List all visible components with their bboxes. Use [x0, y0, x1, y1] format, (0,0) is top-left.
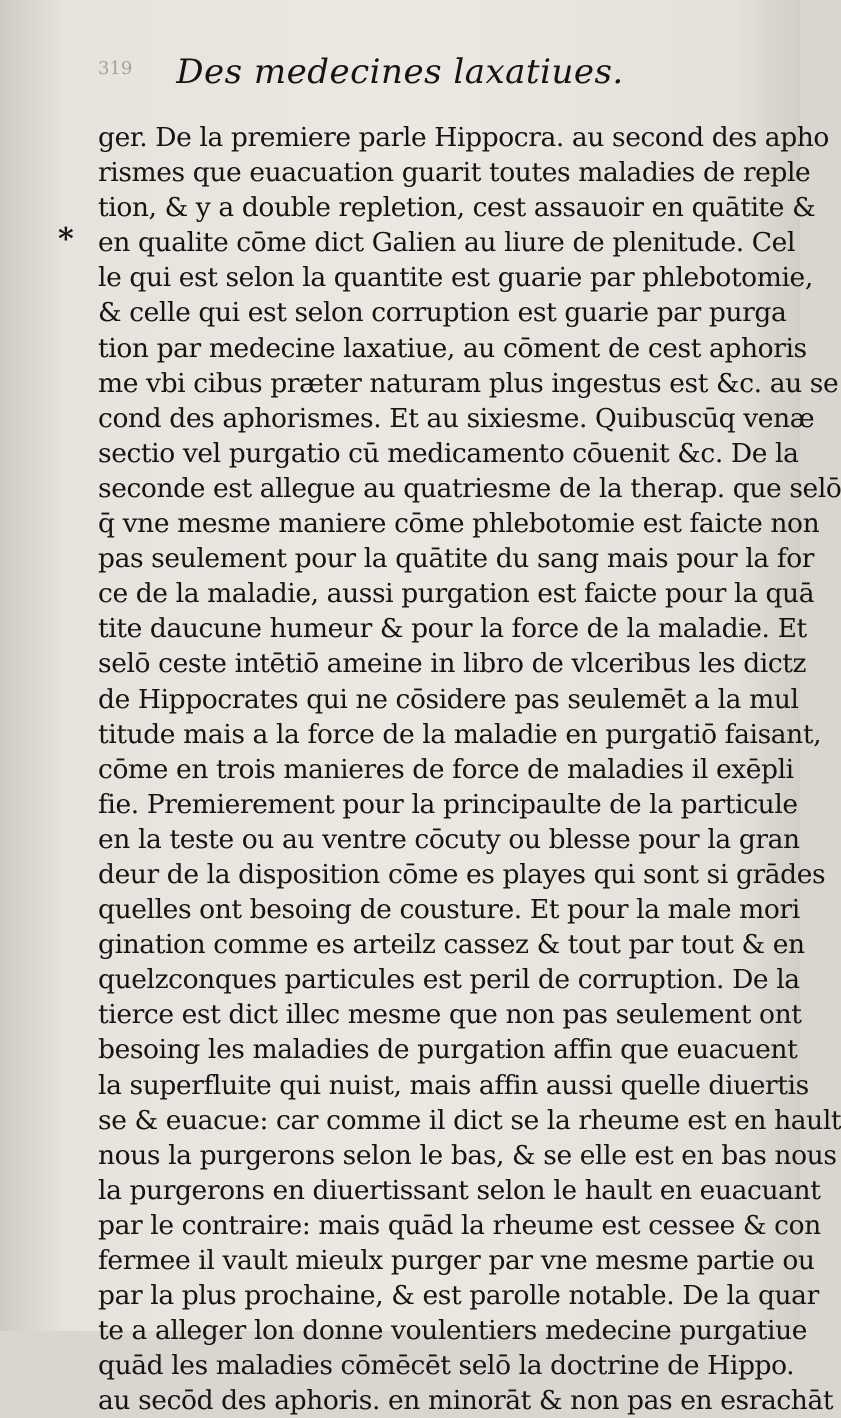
text-line: tierce est dict illec mesme que non pas seulement ont	[98, 999, 802, 1031]
text-line: au secōd des aphoris. en minorāt & non pas en esrachāt	[98, 1385, 834, 1417]
text-line: besoing les maladies de purgation affin que euacuent	[98, 1034, 798, 1066]
text-line: quelles ont besoing de cousture. Et pour la male mori	[98, 894, 800, 926]
running-title: Des medecines laxatiues.	[176, 52, 624, 92]
text-line: selō ceste intētiō ameine in libro de vlceribus les dictz	[98, 648, 807, 680]
asterisk-icon: *	[58, 222, 74, 257]
text-line: tion, & y a double repletion, cest assauoir en quātite &	[98, 192, 816, 224]
text-line: ce de la maladie, aussi purgation est faicte pour la quā	[98, 578, 815, 610]
text-line: le qui est selon la quantite est guarie par phlebotomie,	[98, 262, 813, 294]
text-line: nous la purgerons selon le bas, & se elle est en bas nous	[98, 1139, 837, 1171]
text-line: me vbi cibus præter naturam plus ingestus est &c. au se	[98, 367, 839, 399]
text-line: tite daucune humeur & pour la force de la maladie. Et	[98, 613, 807, 645]
text-line: fermee il vault mieulx purger par vne mesme partie ou	[98, 1245, 815, 1276]
text-line: en qualite cōme dict Galien au liure de plenitude. Cel	[98, 227, 796, 259]
text-line: la purgerons en diuertissant selon le hault en euacuant	[98, 1174, 821, 1206]
text-line: sectio vel purgatio cū medicamento cōuenit &c. De la	[98, 437, 799, 469]
text-line: quelzconques particules est peril de corruption. De la	[98, 964, 800, 996]
text-line: rismes que euacuation guarit toutes maladies de reple	[98, 157, 811, 189]
text-line: seconde est allegue au quatriesme de la therap. que selō	[98, 472, 841, 504]
text-line: titude mais a la force de la maladie en purgatiō faisant,	[98, 718, 822, 750]
text-line: tion par medecine laxatiue, au cōment de cest aphoris	[98, 332, 807, 364]
text-line: cond des aphorismes. Et au sixiesme. Quibuscūq venæ	[98, 402, 815, 434]
text-line: par la plus prochaine, & est parolle notable. De la quar	[98, 1280, 819, 1312]
page-number: 319	[98, 58, 133, 79]
text-line: cōme en trois manieres de force de maladies il exēpli	[98, 753, 794, 785]
text-line: te a alleger lon donne voulentiers medecine purgatiue	[98, 1315, 808, 1347]
text-line: fie. Premierement pour la principaulte de la particule	[98, 788, 798, 820]
text-line: se & euacue: car comme il dict se la rheume est en hault	[98, 1104, 841, 1136]
text-line: par le contraire: mais quād la rheume est cessee & con	[98, 1209, 821, 1241]
text-line: quād les maladies cōmēcēt selō la doctrine de Hippo.	[98, 1350, 795, 1382]
text-line: deur de la disposition cōme es playes qui sont si grādes	[98, 858, 826, 890]
text-line: ger. De la premiere parle Hippocra. au second des apho	[98, 122, 829, 153]
text-line: la superfluite qui nuist, mais affin aussi quelle diuertis	[98, 1069, 809, 1101]
text-body	[98, 120, 841, 1418]
text-line: q̄ vne mesme maniere cōme phlebotomie est faicte non	[98, 508, 820, 540]
text-line: de Hippocrates qui ne cōsidere pas seulemēt a la mul	[98, 683, 799, 715]
text-line: & celle qui est selon corruption est guarie par purga	[98, 297, 787, 329]
text-line: en la teste ou au ventre cōcuty ou blesse pour la gran	[98, 823, 800, 855]
text-line: pas seulement pour la quātite du sang mais pour la for	[98, 543, 815, 575]
text-line: gination comme es arteilz cassez & tout par tout & en	[98, 929, 805, 961]
